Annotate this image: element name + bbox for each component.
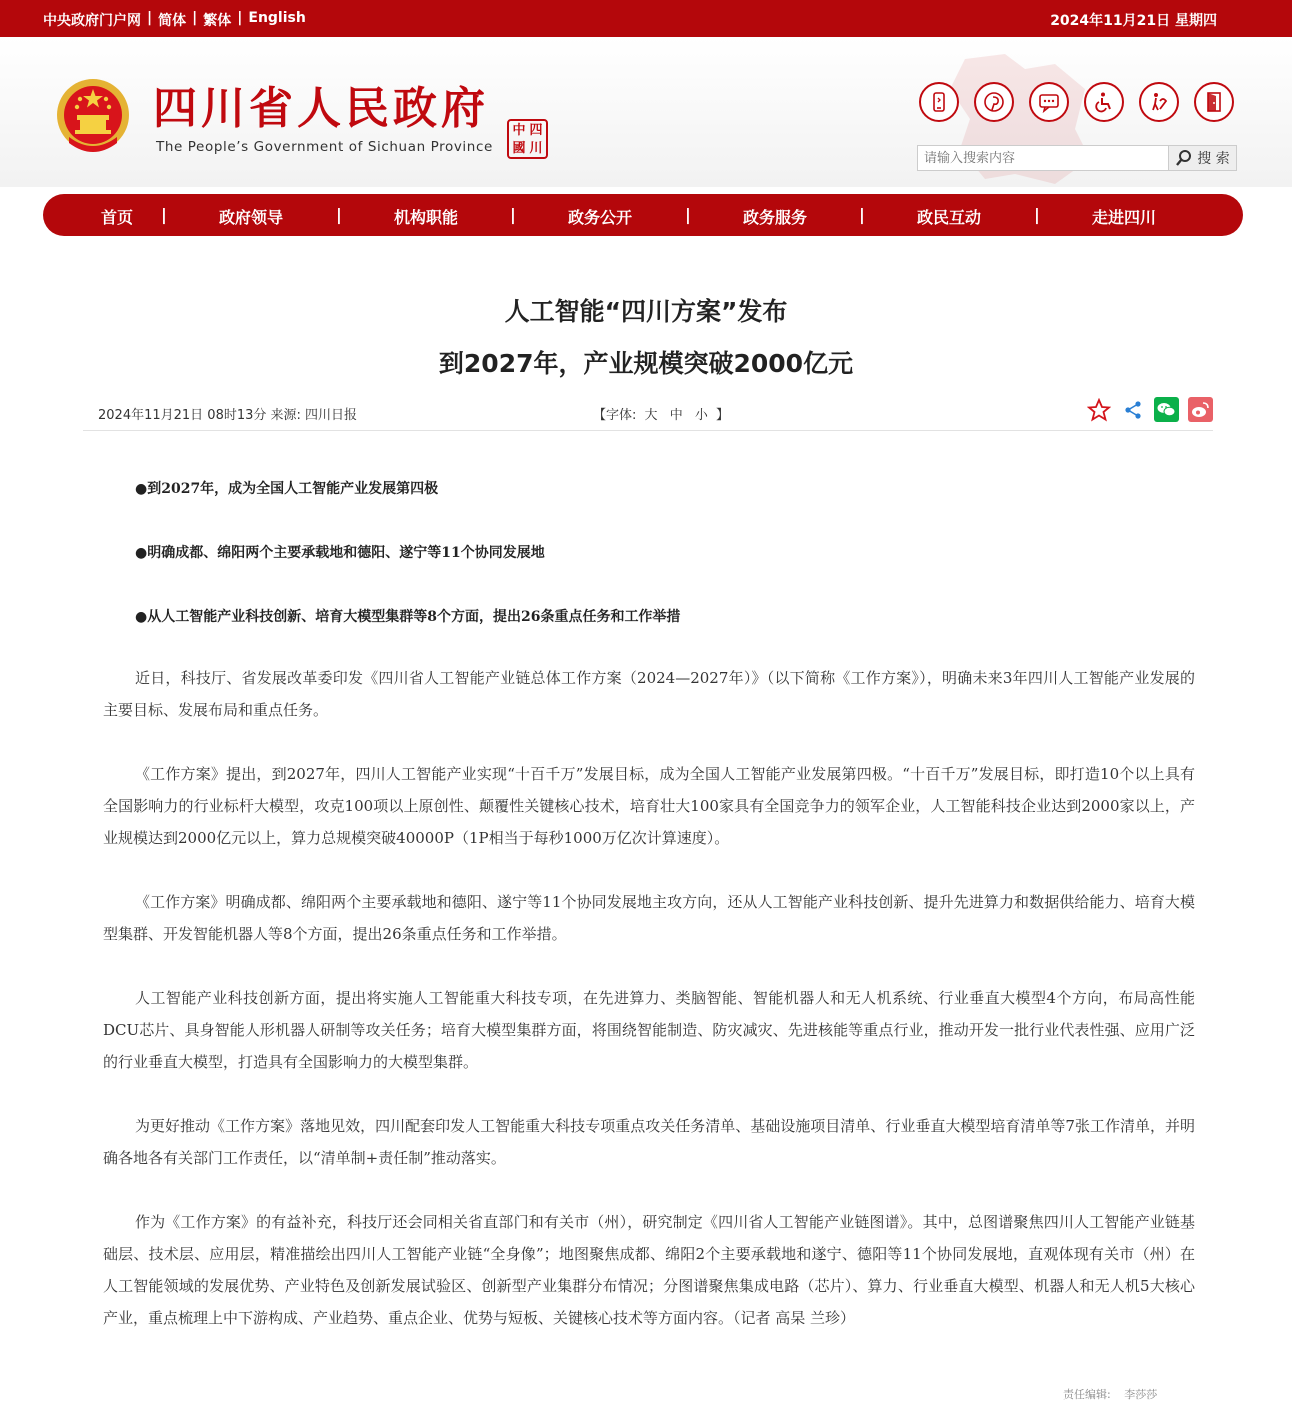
nav-item-home[interactable]: 首页 (101, 208, 134, 227)
nav-separator: | (336, 205, 342, 224)
header-icon-bar (919, 82, 1234, 122)
font-size-close: 】 (716, 408, 730, 423)
message-button[interactable] (1029, 82, 1069, 122)
seal-char: 國 (512, 140, 526, 156)
article-title-line1: 人工智能“四川方案”发布 (504, 297, 788, 326)
top-link-english[interactable]: English (248, 10, 306, 26)
main-nav (43, 194, 1243, 236)
national-emblem-icon[interactable] (55, 77, 131, 157)
search-button-label: 搜 索 (1197, 151, 1230, 167)
responsible-editor (1063, 1386, 1157, 1402)
wechat-icon (1154, 397, 1179, 422)
separator: | (237, 10, 243, 26)
font-size-label: 【字体: (593, 408, 637, 423)
summary-bullet: ●从人工智能产业科技创新、培育大模型集群等8个方面，提出26条重点任务和工作举措 (135, 609, 681, 625)
nav-separator: | (161, 205, 167, 224)
china-seal-logo (507, 119, 548, 159)
editor-label: 责任编辑: (1063, 1388, 1111, 1401)
message-icon (1038, 91, 1060, 113)
search-button[interactable] (1168, 146, 1236, 170)
elderly-care-icon (1148, 91, 1170, 113)
nav-item-gov-affairs[interactable]: 政务公开 (568, 208, 633, 227)
nav-item-leaders[interactable]: 政府领导 (219, 208, 284, 227)
share-button[interactable] (1120, 397, 1145, 422)
editor-name: 李莎莎 (1124, 1388, 1158, 1401)
summary-bullet: ●到2027年，成为全国人工智能产业发展第四极 (135, 481, 439, 497)
font-size-medium[interactable]: 中 (669, 408, 683, 423)
seal-char: 四 (529, 122, 543, 138)
top-link-traditional[interactable]: 繁体 (203, 13, 232, 29)
pinterest-button[interactable] (974, 82, 1014, 122)
pinterest-icon (983, 91, 1005, 113)
article-title-line2: 到2027年，产业规模突破2000亿元 (438, 349, 854, 378)
mobile-icon (928, 91, 950, 113)
separator: | (192, 10, 198, 26)
site-title[interactable]: 四川省人民政府 (153, 83, 489, 134)
nav-separator: | (859, 205, 865, 224)
nav-separator: | (685, 205, 691, 224)
nav-item-institutions[interactable]: 机构职能 (394, 208, 459, 227)
article-paragraph: 《工作方案》明确成都、绵阳两个主要承载地和德阳、遂宁等11个协同发展地主攻方向，还从人工智能产业科技创新、提升先进算力和数据供给能力、培育大模型集群、开发智能机器人等8个方面，提出26条重点任务和工作举措。 (103, 893, 1195, 943)
search-box (917, 145, 1237, 171)
exit-door-icon (1203, 91, 1225, 113)
accessibility-icon (1093, 91, 1115, 113)
nav-separator: | (510, 205, 516, 224)
separator: | (147, 10, 153, 26)
meta-divider (83, 430, 1213, 431)
article-paragraph: 《工作方案》提出，到2027年，四川人工智能产业实现“十百千万”发展目标，成为全国人工智能产业发展第四极。“十百千万”发展目标，即打造10个以上具有全国影响力的行业标杆大模型，攻克100项以上原创性、颠覆性关键核心技术，培育壮大100家具有全国竞争力的领军企业，人工智能科技企业达到2000家以上，产业规模达到2000亿元以上，算力总规模突破40000P（1P相当于每秒1000万亿次计算速度）。 (103, 765, 1195, 847)
favorite-button[interactable] (1086, 397, 1111, 422)
nav-separator: | (1034, 205, 1040, 224)
exit-button[interactable] (1194, 82, 1234, 122)
font-size-large[interactable]: 大 (644, 408, 658, 423)
accessibility-button[interactable] (1084, 82, 1124, 122)
seal-char: 川 (529, 140, 543, 156)
font-size-selector (593, 404, 729, 423)
top-date: 2024年11月21日 星期四 (1050, 13, 1217, 29)
weibo-share-button[interactable] (1188, 397, 1213, 422)
article-paragraph: 近日，科技厅、省发展改革委印发《四川省人工智能产业链总体工作方案（2024—2027年）》（以下简称《工作方案》），明确未来3年四川人工智能产业发展的主要目标、发展布局和重点任务。 (103, 669, 1195, 719)
article-meta: 2024年11月21日 08时13分 来源: 四川日报 (98, 408, 358, 423)
site-header (0, 37, 1292, 187)
nav-item-about-sichuan[interactable]: 走进四川 (1092, 208, 1157, 227)
nav-item-interaction[interactable]: 政民互动 (917, 208, 982, 227)
search-icon (1175, 149, 1193, 167)
top-link-simplified[interactable]: 简体 (158, 13, 187, 29)
seal-char: 中 (512, 122, 526, 138)
mobile-button[interactable] (919, 82, 959, 122)
weibo-icon (1188, 397, 1213, 422)
nav-item-services[interactable]: 政务服务 (743, 208, 808, 227)
elderly-care-button[interactable] (1139, 82, 1179, 122)
wechat-share-button[interactable] (1154, 397, 1179, 422)
search-input[interactable] (918, 146, 1169, 170)
share-bar (1086, 397, 1213, 422)
top-links (43, 10, 306, 30)
article-paragraph: 为更好推动《工作方案》落地见效，四川配套印发人工智能重大科技专项重点攻关任务清单、基础设施项目清单、行业垂直大模型培育清单等7张工作清单，并明确各地各有关部门工作责任，以“清单制+责任制”推动落实。 (103, 1117, 1195, 1167)
top-link-gov-portal[interactable]: 中央政府门户网 (43, 13, 141, 29)
site-subtitle: The People’s Government of Sichuan Province (156, 139, 493, 155)
share-icon (1123, 400, 1143, 420)
top-bar (0, 0, 1292, 37)
star-icon (1087, 398, 1111, 422)
article-paragraph: 人工智能产业科技创新方面，提出将实施人工智能重大科技专项，在先进算力、类脑智能、智能机器人和无人机系统、行业垂直大模型4个方向，布局高性能DCU芯片、具身智能人形机器人研制等攻关任务；培育大模型集群方面，将围绕智能制造、防灾减灾、先进核能等重点行业，推动开发一批行业代表性强、应用广泛的行业垂直大模型，打造具有全国影响力的大模型集群。 (103, 989, 1195, 1071)
font-size-small[interactable]: 小 (694, 408, 708, 423)
summary-bullet: ●明确成都、绵阳两个主要承载地和德阳、遂宁等11个协同发展地 (135, 545, 545, 561)
article-paragraph: 作为《工作方案》的有益补充，科技厅还会同相关省直部门和有关市（州），研究制定《四川省人工智能产业链图谱》。其中，总图谱聚焦四川人工智能产业链基础层、技术层、应用层，精准描绘出四川人工智能产业链“全身像”；地图聚焦成都、绵阳2个主要承载地和遂宁、德阳等11个协同发展地，直观体现有关市（州）在人工智能领域的发展优势、产业特色及创新发展试验区、创新型产业集群分布情况；分图谱聚焦集成电路（芯片）、算力、行业垂直大模型、机器人和无人机5大核心产业，重点梳理上中下游构成、产业趋势、重点企业、优势与短板、关键核心技术等方面内容。（记者 高杲 兰珍） (103, 1213, 1195, 1327)
